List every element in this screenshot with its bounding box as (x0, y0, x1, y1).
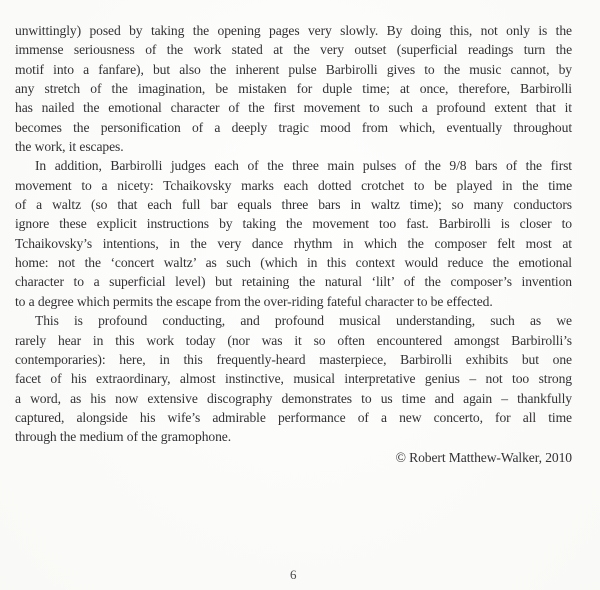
text-line: any stretch of the imagination, be mistaken for duple time; at once, therefore, Barbirolli (15, 81, 572, 97)
paragraph (15, 156, 572, 311)
text-line: rarely hear in this work today (nor was it so often encountered amongst Barbirolli’s (15, 332, 572, 348)
paragraph (15, 21, 572, 156)
text-line: through the medium of the gramophone. (15, 429, 232, 445)
text-line: unwittingly) posed by taking the opening pages very slowly. By doing this, not only is the (15, 23, 572, 38)
paragraph (15, 311, 572, 446)
text-line: captured, alongside his wife’s admirable performance of a new concerto, for all time (15, 409, 572, 425)
text-line: facet of his extraordinary, almost instinctive, musical interpretative genius – not too strong (15, 371, 572, 387)
text-line: character to a superficial level) but retaining the natural ‘lilt’ of the composer’s invention (15, 274, 572, 290)
credit-line: © Robert Matthew-Walker, 2010 (395, 449, 572, 465)
text-line: movement to a nicety: Tchaikovsky marks each dotted crotchet to be played in the time (15, 177, 572, 193)
text-line: has nailed the emotional character of the first movement to such a profound extent that it (15, 100, 572, 116)
text-line: contemporaries): here, in this frequently-heard masterpiece, Barbirolli exhibits but one (15, 351, 572, 367)
text-line: the work, it escapes. (15, 139, 124, 155)
text-line: This is profound conducting, and profound musical understanding, such as we (35, 313, 572, 329)
text-line: motif into a fanfare), but also the inherent pulse Barbirolli gives to the music cannot, by (15, 61, 572, 77)
text-line: to a degree which permits the escape from the over-riding fateful character to be effected. (15, 293, 493, 309)
text-line: Tchaikovsky’s intentions, in the very dance rhythm in which the composer felt most at (15, 235, 572, 251)
text-line: home: not the ‘concert waltz’ as such (which in this context would reduce the emotional (15, 255, 572, 271)
text-line: immense seriousness of the work stated at the very outset (superficial readings turn the (15, 42, 572, 58)
text-line: a word, as his now extensive discography demonstrates to us time and again – thankfully (15, 390, 572, 406)
text-line: In addition, Barbirolli judges each of the three main pulses of the 9/8 bars of the first (35, 158, 572, 174)
text-line: of a waltz (so that each full bar equals three bars in waltz time); so many conductors (15, 197, 572, 213)
text-line: ignore these explicit instructions by taking the movement too fast. Barbirolli is closer to (15, 216, 572, 232)
text-line: becomes the personification of a deeply tragic mood from which, eventually throughout (15, 119, 572, 135)
page-number: 6 (290, 567, 297, 582)
text-block (15, 21, 572, 467)
